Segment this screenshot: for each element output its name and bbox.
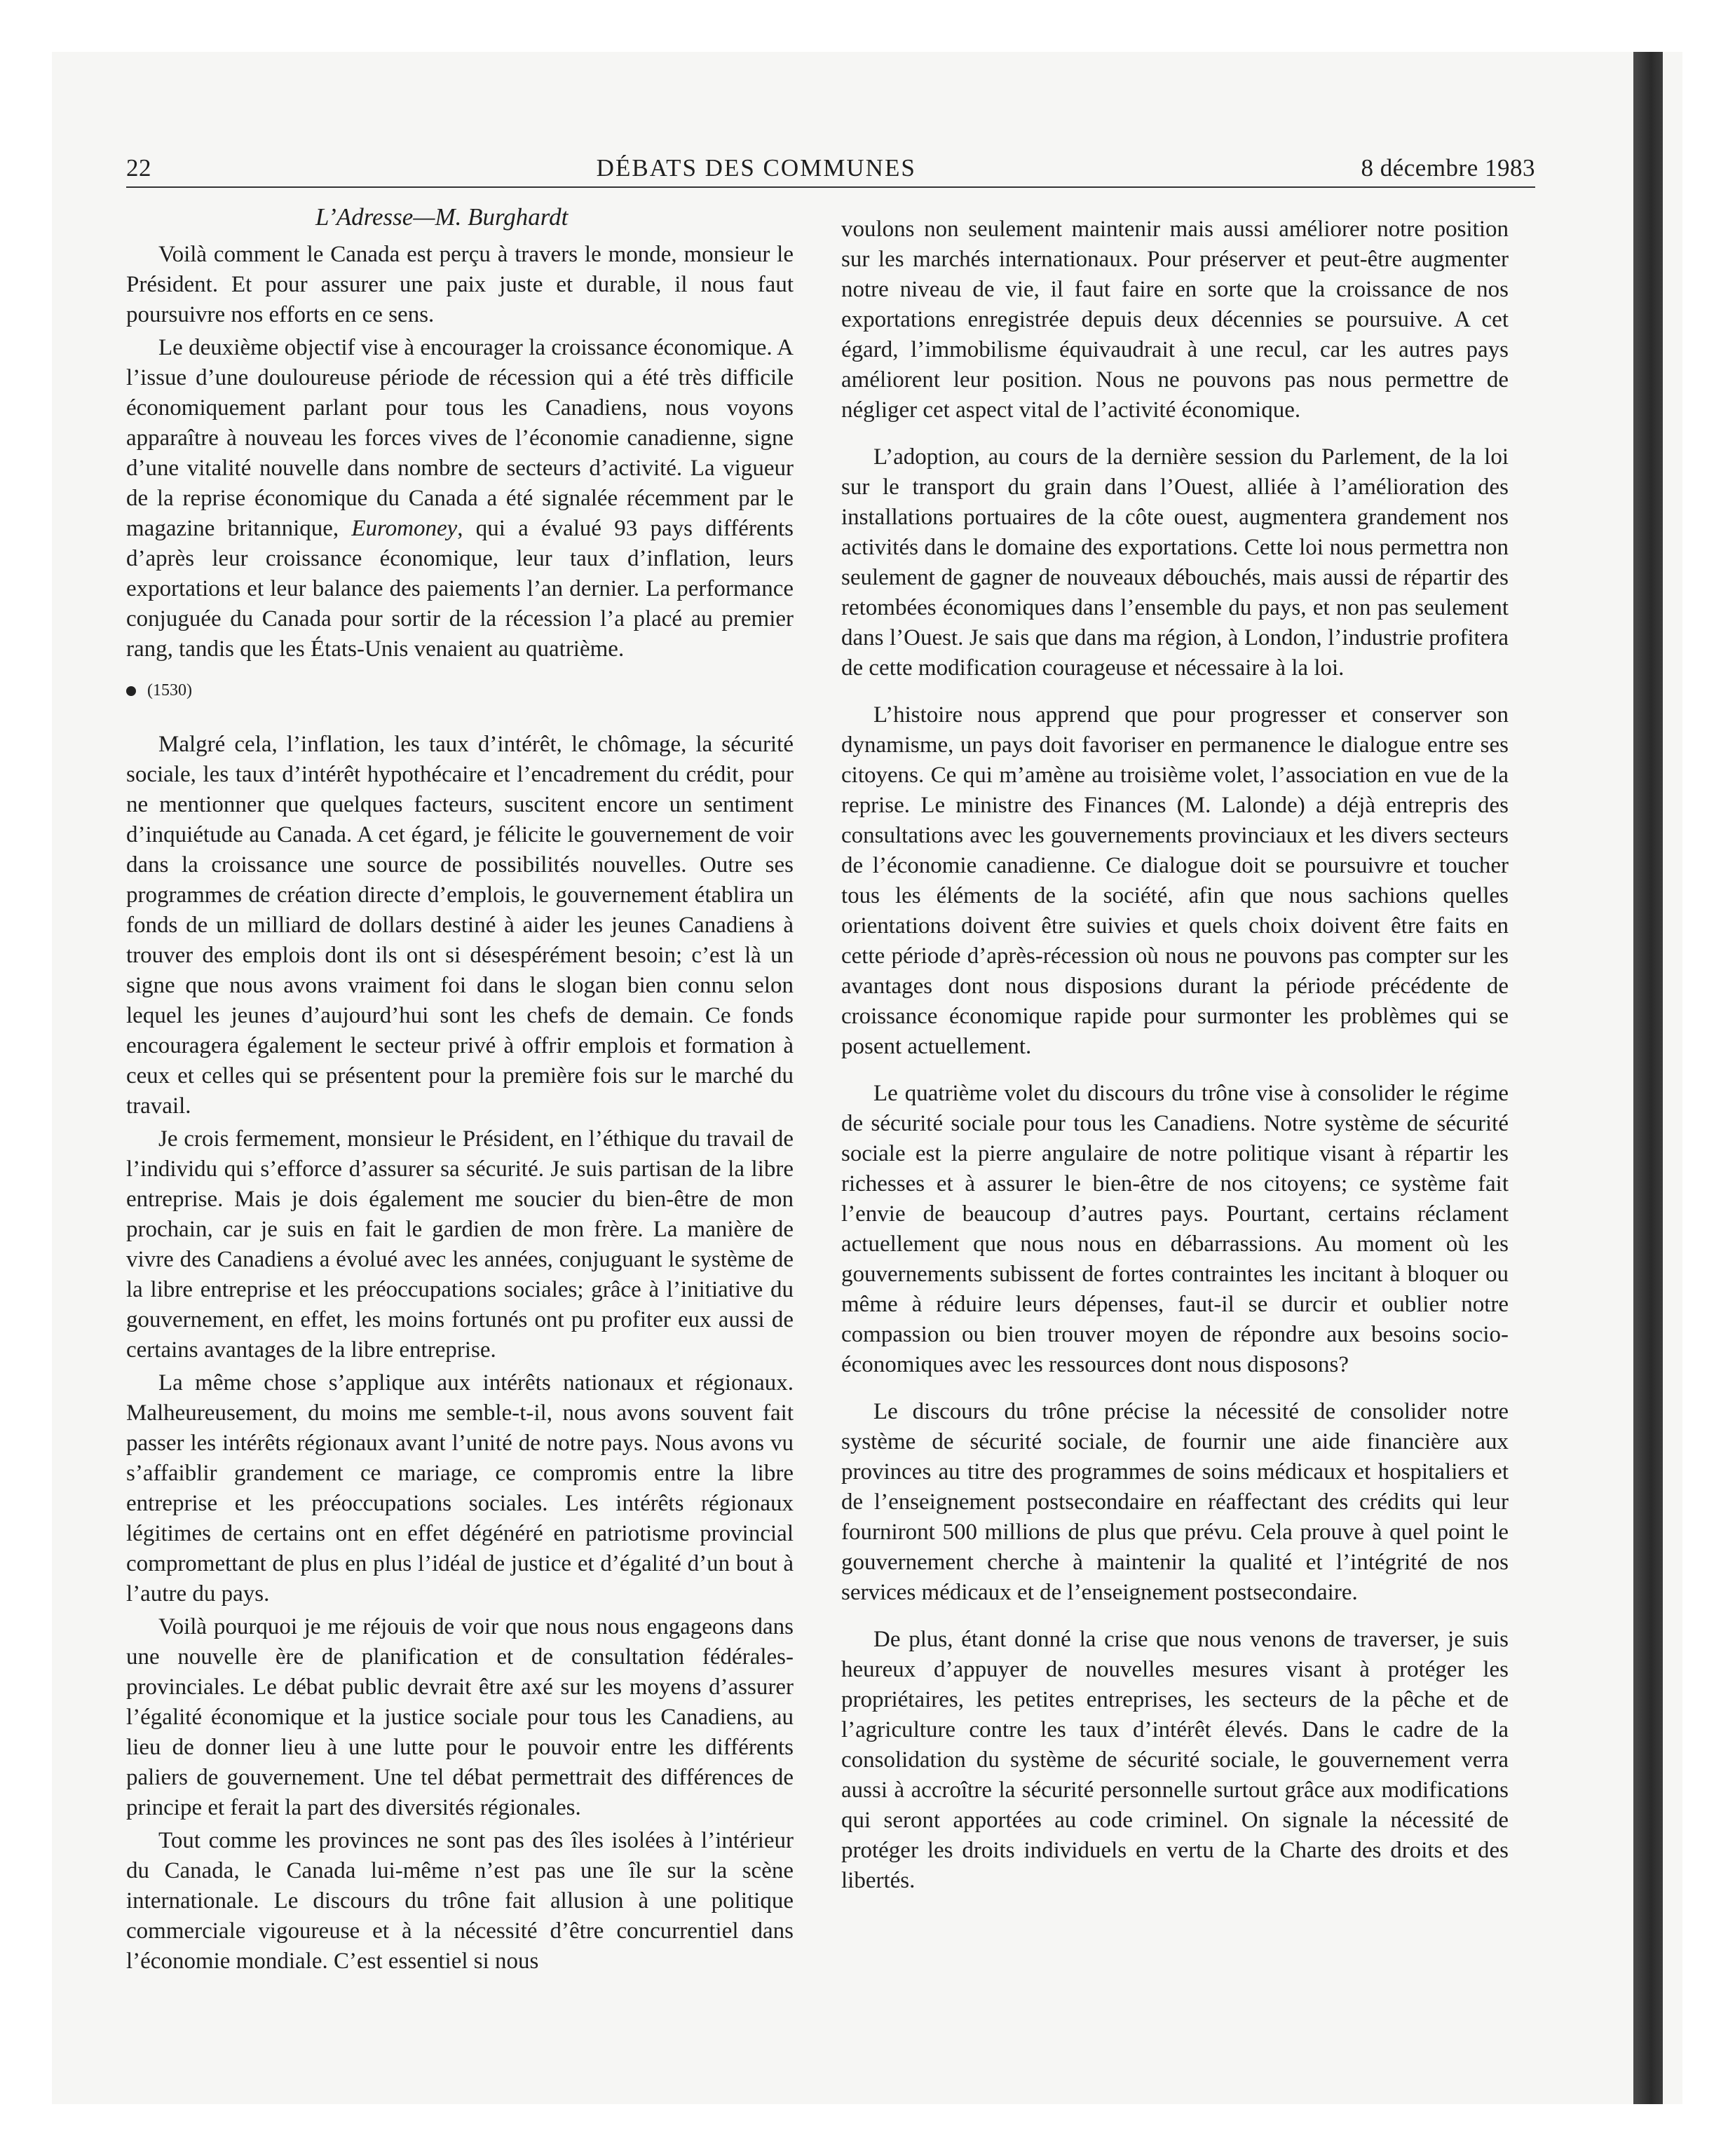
paragraph: L’histoire nous apprend que pour progresser et conserver son dynamisme, un pays doit favoriser en permanence le dialogue entre ses citoyens. Ce qui m’amène au troisième volet, l’association en vue de la reprise. Le ministre des Finances (M. Lalonde) a déjà entrepris des consultations avec les gouvernements provinciaux et les divers secteurs de l’économie canadienne. Ce dialogue doit se poursuivre et toucher tous les éléments de la société, afin que nous sachions quelles orientations doivent être suivies et quels choix doivent être faits en cette période d’après-récession où nous ne pouvons pas compter sur les avantages dont nous disposions durant la période précédente de croissance économique rapide pour surmonter les problèmes qui se posent actuellement. [841,702,1509,1059]
scan-edge-shadow [1633,52,1663,2104]
magazine-name: Euromoney [351,516,458,541]
paragraph: voulons non seulement maintenir mais aussi améliorer notre position sur les marchés internationaux. Pour préserver et peut-être augmenter notre niveau de vie, il faut faire en sorte que la croissance de nos exportations enregistrée depuis deux décennies se poursuive. A cet égard, l’immobilisme équivaudrait à une recul, car les autres pays améliorent leur position. Nous ne pouvons pas nous permettre de négliger cet aspect vital de l’activité économique. [841,217,1509,423]
bullet-icon [126,686,136,696]
left-column [126,240,794,1977]
time-marker-label: (1530) [147,681,192,700]
time-marker [126,676,794,706]
paragraph: Je crois fermement, monsieur le Président, en l’éthique du travail de l’individu qui s’efforce d’assurer sa sécurité. Je suis partisan de la libre entreprise. Mais je dois également me soucier du bien-être de mon prochain, car je suis en fait le gardien de mon frère. La manière de vivre des Canadiens a évolué avec les années, conjuguant le système de la libre entreprise et les préoccupations sociales; grâce à l’initiative du gouvernement, en effet, les moins fortunés ont pu profiter eux aussi de certains avantages de la libre entreprise. [126,1126,794,1363]
paragraph: Voilà pourquoi je me réjouis de voir que nous nous engageons dans une nouvelle ère de planification et de consultation fédérales-provinciales. Le débat public devrait être axé sur les moyens d’assurer l’égalité économique et la justice sociale pour tous les Canadiens, au lieu de donner lieu à une lutte pour le pouvoir entre les différents paliers de gouvernement. Une tel débat permettrait des différences de principe et ferait la part des diversités régionales. [126,1614,794,1820]
paragraph-text: , qui a évalué 93 pays différents d’après leur croissance économique, leur taux d’inflation, leurs exportations et leur balance des paiements l’an dernier. La performance conjuguée du Canada pour sortir de la récession l’a placé au premier rang, tandis que les États-Unis venaient au quatrième. [126,516,794,662]
paragraph: Malgré cela, l’inflation, les taux d’intérêt, le chômage, la sécurité sociale, les taux d’intérêt hypothécaire et l’encadrement du crédit, pour ne mentionner que quelques facteurs, suscitent encore un sentiment d’inquiétude au Canada. A cet égard, je félicite le gouvernement de voir dans la croissance une source de possibilités nouvelles. Outre ses programmes de création directe d’emplois, le gouvernement établira un fonds de un milliard de dollars destiné à aider les jeunes Canadiens à trouver des emplois dont ils ont si désespérément besoin; c’est là un signe que nous avons vraiment foi dans le slogan bien connu selon lequel les jeunes d’aujourd’hui sont les chefs de demain. Ce fonds encouragera également le secteur privé à offrir emplois et formation à ceux et celles qui se présentent pour la première fois sur le marché du travail. [126,732,794,1119]
paragraph [126,333,794,664]
paragraph: Le quatrième volet du discours du trône vise à consolider le régime de sécurité sociale pour tous les Canadiens. Notre système de sécurité sociale est la pierre angulaire de notre politique visant à répartir les richesses et à assurer le bien-être de nos citoyens; ce système fait l’envie de beaucoup d’autres pays. Pourtant, certains réclament actuellement que nous nous en débarrassions. Au moment où les gouvernements subissent de fortes contraintes les incitant à bloquer ou même à réduire leurs dépenses, faut-il se durcir et oublier notre compassion ou bien trouver moyen de répondre aux besoins socio-économiques avec les ressources dont nous disposons? [841,1081,1509,1377]
header-date: 8 décembre 1983 [1361,154,1535,182]
paragraph: La même chose s’applique aux intérêts nationaux et régionaux. Malheureusement, du moins me semble-t-il, nous avons souvent fait passer les intérêts régionaux avant l’unité de notre pays. Nous avons vu s’affaiblir grandement ce mariage, ce compromis entre la libre entreprise et les préoccupations sociales. Les intérêts régionaux légitimes de certains ont en effet dégénéré en patriotisme provincial compromettant de plus en plus l’idéal de justice et d’égalité d’un bout à l’autre du pays. [126,1370,794,1606]
page-number: 22 [126,154,151,182]
paragraph: Le discours du trône précise la nécessité de consolider notre système de sécurité sociale, de fournir une aide financière aux provinces au titre des programmes de soins médicaux et hospitaliers et de l’enseignement postsecondaire en réaffectant des crédits qui leur fourniront 500 millions de plus que prévu. Cela prouve à quel point le gouvernement cherche à maintenir la qualité et l’intégrité de nos services médicaux et de l’enseignement postsecondaire. [841,1399,1509,1605]
document-page [126,154,1535,1974]
paragraph: De plus, étant donné la crise que nous venons de traverser, je suis heureux d’appuyer de nouvelles mesures visant à protéger les propriétaires, les petites entreprises, les secteurs de la pêche et de l’agriculture contre les taux d’intérêt élevés. Dans le cadre de la consolidation du système de sécurité sociale, le gouvernement verra aussi à accroître la sécurité personnelle surtout grâce aux modifications qui seront apportées au code criminel. On signale la nécessité de protéger les droits individuels en vertu de la Charte des droits et des libertés. [841,1627,1509,1893]
paragraph: Tout comme les provinces ne sont pas des îles isolées à l’intérieur du Canada, le Canada lui-même n’est pas une île sur la scène internationale. Le discours du trône fait allusion à une politique commerciale vigoureuse et à la nécessité d’être concurrentiel dans l’économie mondiale. C’est essentiel si nous [126,1828,794,1974]
section-subheading: L’Adresse—M. Burghardt [315,203,569,231]
paragraph: L’adoption, au cours de la dernière session du Parlement, de la loi sur le transport du grain dans l’Ouest, alliée à l’amélioration des installations portuaires de la côte ouest, augmentera grandement nos activités dans le domaine des exportations. Cette loi nous permettra non seulement de gagner de nouveaux débouchés, mais aussi de répartir des retombées économiques dans l’ensemble du pays, et non pas seulement dans l’Ouest. Je sais que dans ma région, à London, l’industrie profitera de cette modification courageuse et nécessaire à la loi. [841,444,1509,681]
publication-title: DÉBATS DES COMMUNES [596,154,916,182]
paragraph: Voilà comment le Canada est perçu à travers le monde, monsieur le Président. Et pour assurer une paix juste et durable, il nous faut poursuivre nos efforts en ce sens. [126,242,794,327]
paragraph-text: Le deuxième objectif vise à encourager la croissance économique. A l’issue d’une douloureuse période de récession qui a été très difficile économiquement parlant pour tous les Canadiens, nous voyons apparaître à nouveau les forces vives de l’économie canadienne, signe d’une vitalité nouvelle dans nombre de secteurs d’activité. La vigueur de la reprise économique du Canada a été signalée récemment par le magazine britannique, [126,335,794,541]
running-header [126,154,1535,188]
right-column [841,214,1509,1896]
